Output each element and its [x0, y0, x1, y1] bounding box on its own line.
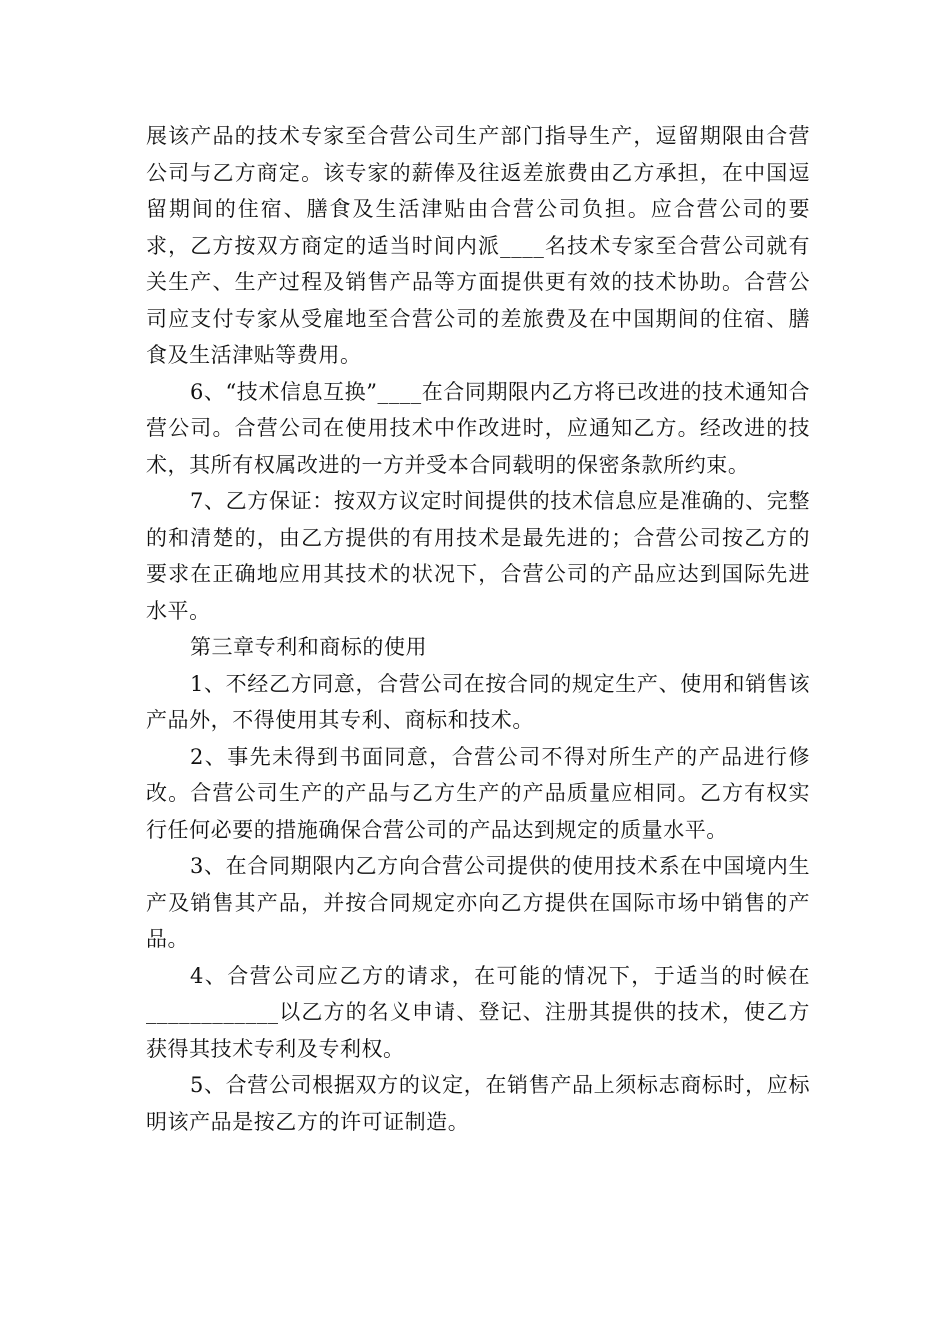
document-body: [146, 118, 810, 1140]
paragraph-clause-7: 7、乙方保证：按双方议定时间提供的技术信息应是准确的、完整的和清楚的，由乙方提供的有用技术是最先进的；合营公司按乙方的要求在正确地应用其技术的状况下，合营公司的产品应达到国际先进水平。: [146, 489, 810, 623]
paragraph-ch3-clause-4: 4、合营公司应乙方的请求，在可能的情况下，于适当的时候在____________以乙方的名义申请、登记、注册其提供的技术，使乙方获得其技术专利及专利权。: [146, 963, 810, 1061]
paragraph-expert-assignment: 展该产品的技术专家至合营公司生产部门指导生产，逗留期限由合营公司与乙方商定。该专家的薪俸及往返差旅费由乙方承担，在中国逗留期间的住宿、膳食及生活津贴由合营公司负担。应合营公司的要求，乙方按双方商定的适当时间内派____名技术专家至合营公司就有关生产、生产过程及销售产品等方面提供更有效的技术协助。合营公司应支付专家从受雇地至合营公司的差旅费及在中国期间的住宿、膳食及生活津贴等费用。: [146, 124, 810, 367]
paragraph-clause-6: 6、“技术信息互换”____在合同期限内乙方将已改进的技术通知合营公司。合营公司在使用技术中作改进时，应通知乙方。经改进的技术，其所有权属改进的一方并受本合同载明的保密条款所约束。: [146, 379, 810, 477]
paragraph-ch3-clause-3: 3、在合同期限内乙方向合营公司提供的使用技术系在中国境内生产及销售其产品，并按合同规定亦向乙方提供在国际市场中销售的产品。: [146, 854, 810, 951]
paragraph-ch3-clause-2: 2、事先未得到书面同意，合营公司不得对所生产的产品进行修改。合营公司生产的产品与乙方生产的产品质量应相同。乙方有权实行任何必要的措施确保合营公司的产品达到规定的质量水平。: [146, 744, 810, 842]
paragraph-ch3-clause-5: 5、合营公司根据双方的议定，在销售产品上须标志商标时，应标明该产品是按乙方的许可证制造。: [146, 1073, 810, 1134]
paragraph-ch3-clause-1: 1、不经乙方同意，合营公司在按合同的规定生产、使用和销售该产品外，不得使用其专利、商标和技术。: [146, 671, 810, 732]
chapter-heading: 第三章专利和商标的使用: [190, 635, 428, 659]
